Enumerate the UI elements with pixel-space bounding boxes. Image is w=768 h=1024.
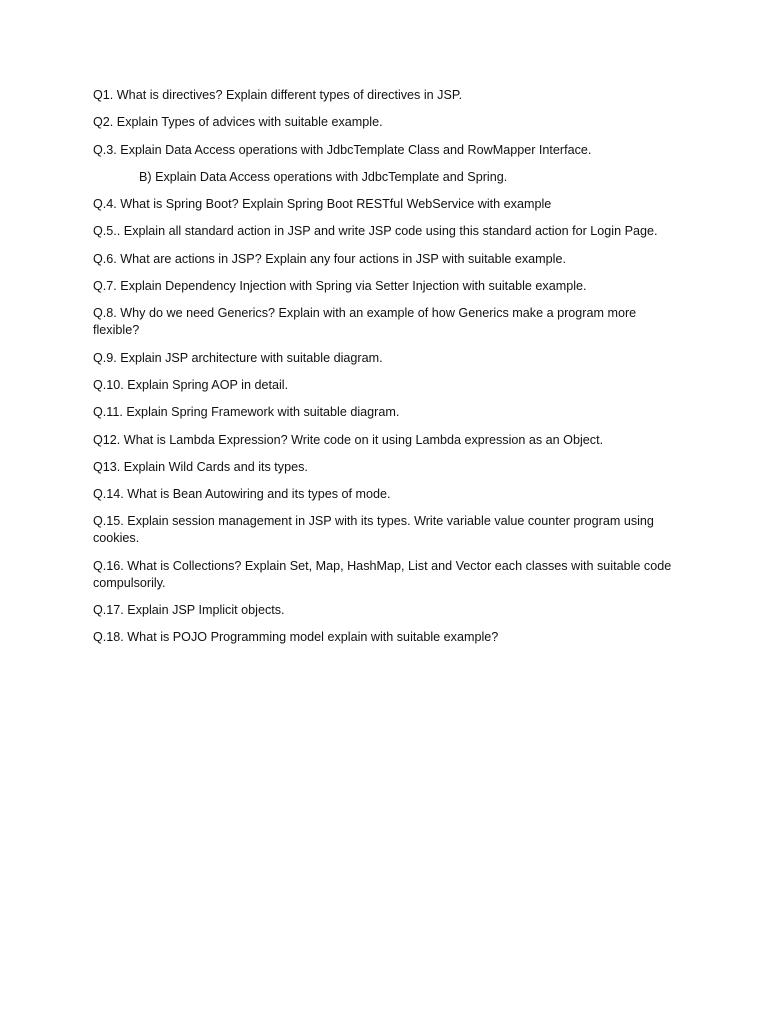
question-item: Q.3. Explain Data Access operations with JdbcTemplate Class and RowMapper Interface.: [93, 142, 592, 157]
question-item: Q.6. What are actions in JSP? Explain any four actions in JSP with suitable example.: [93, 251, 566, 266]
question-item: Q.18. What is POJO Programming model explain with suitable example?: [93, 630, 499, 645]
question-item: Q.11. Explain Spring Framework with suitable diagram.: [93, 405, 400, 420]
question-item: Q.10. Explain Spring AOP in detail.: [93, 377, 289, 392]
question-item: Q.16. What is Collections? Explain Set, Map, HashMap, List and Vector each classes with suitable code compulsorily.: [93, 558, 672, 590]
question-subitem: B) Explain Data Access operations with JdbcTemplate and Spring.: [139, 169, 508, 184]
question-item: Q13. Explain Wild Cards and its types.: [93, 459, 308, 474]
question-item: Q12. What is Lambda Expression? Write code on it using Lambda expression as an Object.: [93, 432, 604, 447]
question-item: Q.8. Why do we need Generics? Explain with an example of how Generics make a program more flexible?: [93, 306, 637, 338]
question-item: Q.4. What is Spring Boot? Explain Spring Boot RESTful WebService with example: [93, 197, 552, 212]
question-item: Q.14. What is Bean Autowiring and its types of mode.: [93, 487, 391, 502]
question-list: [93, 87, 683, 657]
question-item: Q.7. Explain Dependency Injection with Spring via Setter Injection with suitable example.: [93, 279, 587, 294]
question-item: Q.15. Explain session management in JSP with its types. Write variable value counter program using cookies.: [93, 514, 654, 546]
question-item: Q2. Explain Types of advices with suitable example.: [93, 115, 383, 130]
question-item: Q.17. Explain JSP Implicit objects.: [93, 603, 285, 618]
question-item: Q.5.. Explain all standard action in JSP and write JSP code using this standard action for Login Page.: [93, 224, 658, 239]
question-item: Q.9. Explain JSP architecture with suitable diagram.: [93, 350, 383, 365]
question-item: Q1. What is directives? Explain different types of directives in JSP.: [93, 88, 463, 102]
